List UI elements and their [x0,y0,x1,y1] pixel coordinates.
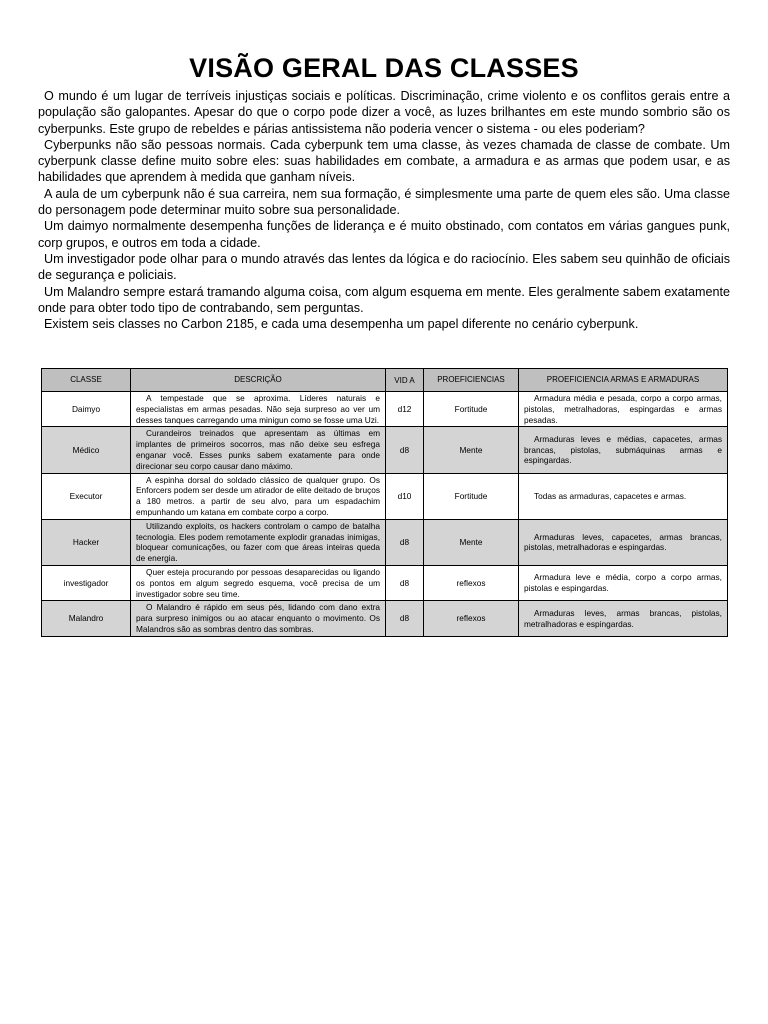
cell-vida: d8 [386,565,424,600]
cell-classe: Daimyo [42,392,131,427]
cell-vida: d8 [386,601,424,636]
paragraph: Um Malandro sempre estará tramando alguma coisa, com algum esquema em mente. Eles geralmente sabem exatamente onde para obter todo tipo de contrabando, sem perguntas. [38,284,730,315]
cell-descricao: Curandeiros treinados que apresentam as últimas em implantes de primeiros socorros, mas não deixe seu esfrega enganar você. Esses punks sabem exatamente para onde direcionar seu corpo causar dano máximo. [131,427,386,473]
cell-armas: Armaduras leves, armas brancas, pistolas, metralhadoras e espingardas. [519,601,728,636]
header-proficiencias: PROEFICIENCIAS [424,369,519,392]
cell-armas: Armadura leve e média, corpo a corpo armas, pistolas e espingardas. [519,565,728,600]
paragraph: Um daimyo normalmente desempenha funções de liderança e é muito obstinado, com contatos em várias gangues punk, corp grupos, e outros em toda a cidade. [38,219,730,250]
cell-proficiencias: Fortitude [424,473,519,519]
cell-proficiencias: reflexos [424,601,519,636]
table-row [42,601,728,636]
table-row [42,427,728,473]
header-vida: VID A [386,369,424,392]
cell-proficiencias: Mente [424,519,519,565]
cell-armas: Todas as armaduras, capacetes e armas. [519,473,728,519]
cell-proficiencias: reflexos [424,565,519,600]
cell-armas: Armaduras leves, capacetes, armas brancas, pistolas, metralhadoras e espingardas. [519,519,728,565]
cell-armas: Armadura média e pesada, corpo a corpo armas, pistolas, metralhadoras, espingardas e armas pesadas. [519,392,728,427]
cell-vida: d8 [386,427,424,473]
cell-classe: investigador [42,565,131,600]
paragraph: Existem seis classes no Carbon 2185, e cada uma desempenha um papel diferente no cenário cyberpunk. [44,317,639,332]
table-row [42,392,728,427]
paragraph: Cyberpunks não são pessoas normais. Cada cyberpunk tem uma classe, às vezes chamada de classe de combate. Um cyberpunk classe define muito sobre eles: suas habilidades em combate, a armadura e as armas que podem usar, e as habilidades que aprendem à medida que ganham níveis. [38,137,730,185]
cell-descricao: O Malandro é rápido em seus pés, lidando com dano extra para surpreso inimigos ou ao atacar enquanto o movimento. Os Malandros são as sombras dentro das sombras. [131,601,386,636]
header-armas: PROEFICIENCIA ARMAS E ARMADURAS [519,369,728,392]
intro-text [38,88,730,332]
cell-descricao: Quer esteja procurando por pessoas desaparecidas ou ligando os pontos em algum segredo esquema, você precisa de um investigador sobre seu time. [131,565,386,600]
table-row [42,519,728,565]
cell-classe: Executor [42,473,131,519]
cell-descricao: A espinha dorsal do soldado clássico de qualquer grupo. Os Enforcers podem ser desde um atirador de elite deitado de bruços a 180 metros. a partir de seu alvo, para um espadachim empunhando um katana em combate corpo a corpo. [131,473,386,519]
page-title: VISÃO GERAL DAS CLASSES [189,53,579,83]
cell-proficiencias: Mente [424,427,519,473]
table-row [42,473,728,519]
cell-classe: Médico [42,427,131,473]
cell-descricao: Utilizando exploits, os hackers controlam o campo de batalha tecnologia. Eles podem remotamente explodir granadas inimigas, bloquear comunicações, ou fazer com que áreas inteiras queda de energia. [131,519,386,565]
header-classe: CLASSE [42,369,131,392]
paragraph: A aula de um cyberpunk não é sua carreira, nem sua formação, é simplesmente uma parte de quem eles são. Uma classe do personagem pode determinar muito sobre sua personalidade. [38,186,730,218]
table-row [42,565,728,600]
cell-armas: Armaduras leves e médias, capacetes, armas brancas, pistolas, submáquinas armas e espingardas. [519,427,728,473]
paragraph: O mundo é um lugar de terríveis injustiças sociais e políticas. Discriminação, crime violento e os conflitos gerais entre a população são galopantes. Apesar do que o corpo pode dizer a você, as luzes brilhantes em este mundo sombrio são os cyberpunks. Este grupo de rebeldes e párias antissistema não poderia vencer o sistema - ou eles poderiam? [38,89,730,136]
classes-table [41,368,728,637]
document-body [38,52,730,332]
cell-proficiencias: Fortitude [424,392,519,427]
cell-classe: Hacker [42,519,131,565]
paragraph: Um investigador pode olhar para o mundo através das lentes da lógica e do raciocínio. Eles sabem seu quinhão de oficiais de segurança e policiais. [38,251,730,283]
cell-descricao: A tempestade que se aproxima. Líderes naturais e especialistas em armas pesadas. Não seja surpreso ao ver um desses tanques carregando uma minigun como se fosse uma Uzi. [131,392,386,427]
cell-vida: d10 [386,473,424,519]
cell-vida: d8 [386,519,424,565]
cell-classe: Malandro [42,601,131,636]
cell-vida: d12 [386,392,424,427]
header-descricao: DESCRIÇÃO [131,369,386,392]
table-header-row [42,369,728,392]
